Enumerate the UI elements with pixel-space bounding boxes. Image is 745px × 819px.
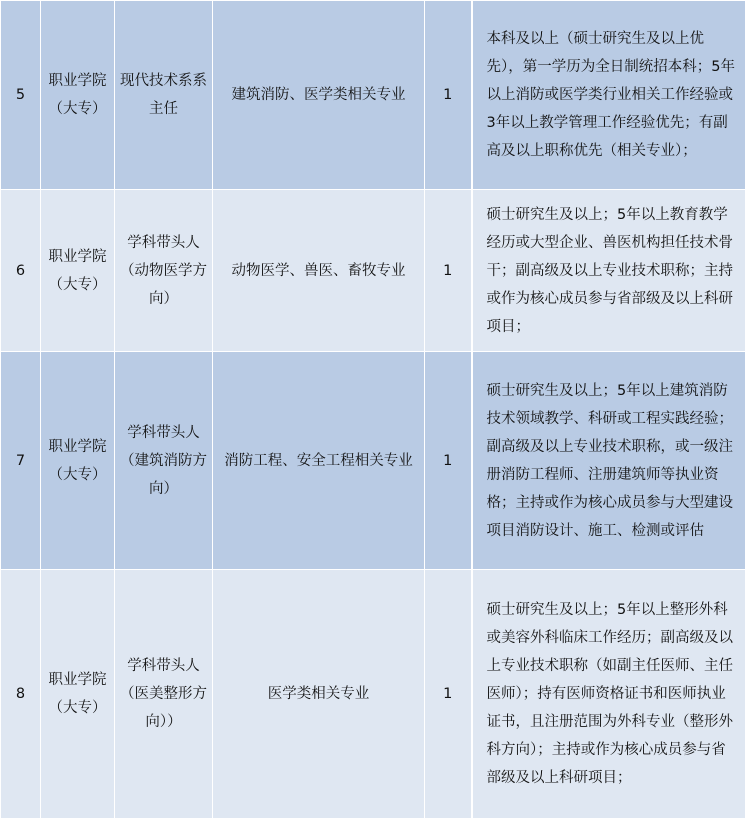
major-requirement: 动物医学、兽医、畜牧专业 [213, 190, 425, 352]
row-number: 6 [1, 190, 41, 352]
row-number: 7 [1, 352, 41, 570]
headcount: 1 [425, 190, 472, 352]
table-row [1, 570, 745, 819]
qualification-requirements: 硕士研究生及以上；5年以上建筑消防技术领域教学、科研或工程实践经验；副高级及以上专业技术职称，或一级注册消防工程师、注册建筑师等执业资格；主持或作为核心成员参与大型建设项目消防设计、施工、检测或评估 [472, 352, 745, 570]
row-number: 5 [1, 1, 41, 190]
qualification-requirements: 本科及以上（硕士研究生及以上优先），第一学历为全日制统招本科；5年以上消防或医学类行业相关工作经验或3年以上教学管理工作经验优先；有副高及以上职称优先（相关专业）； [472, 1, 745, 190]
table-row [1, 190, 745, 352]
table-row [1, 352, 745, 570]
institution-type: 职业学院（大专） [41, 352, 115, 570]
headcount: 1 [425, 570, 472, 819]
qualification-requirements: 硕士研究生及以上；5年以上教育教学经历或大型企业、兽医机构担任技术骨干；副高级及以上专业技术职称；主持或作为核心成员参与省部级及以上科研项目； [472, 190, 745, 352]
position-title: 现代技术系系主任 [115, 1, 213, 190]
qualification-requirements: 硕士研究生及以上；5年以上整形外科或美容外科临床工作经历；副高级及以上专业技术职称（如副主任医师、主任医师）；持有医师资格证书和医师执业证书，且注册范围为外科专业（整形外科方向）；主持或作为核心成员参与省部级及以上科研项目； [472, 570, 745, 819]
position-title: 学科带头人（建筑消防方向） [115, 352, 213, 570]
headcount: 1 [425, 352, 472, 570]
major-requirement: 建筑消防、医学类相关专业 [213, 1, 425, 190]
headcount: 1 [425, 1, 472, 190]
position-title: 学科带头人（医美整形方向）） [115, 570, 213, 819]
table-row [1, 1, 745, 190]
institution-type: 职业学院（大专） [41, 190, 115, 352]
major-requirement: 医学类相关专业 [213, 570, 425, 819]
institution-type: 职业学院（大专） [41, 570, 115, 819]
institution-type: 职业学院（大专） [41, 1, 115, 190]
position-title: 学科带头人（动物医学方向） [115, 190, 213, 352]
major-requirement: 消防工程、安全工程相关专业 [213, 352, 425, 570]
row-number: 8 [1, 570, 41, 819]
